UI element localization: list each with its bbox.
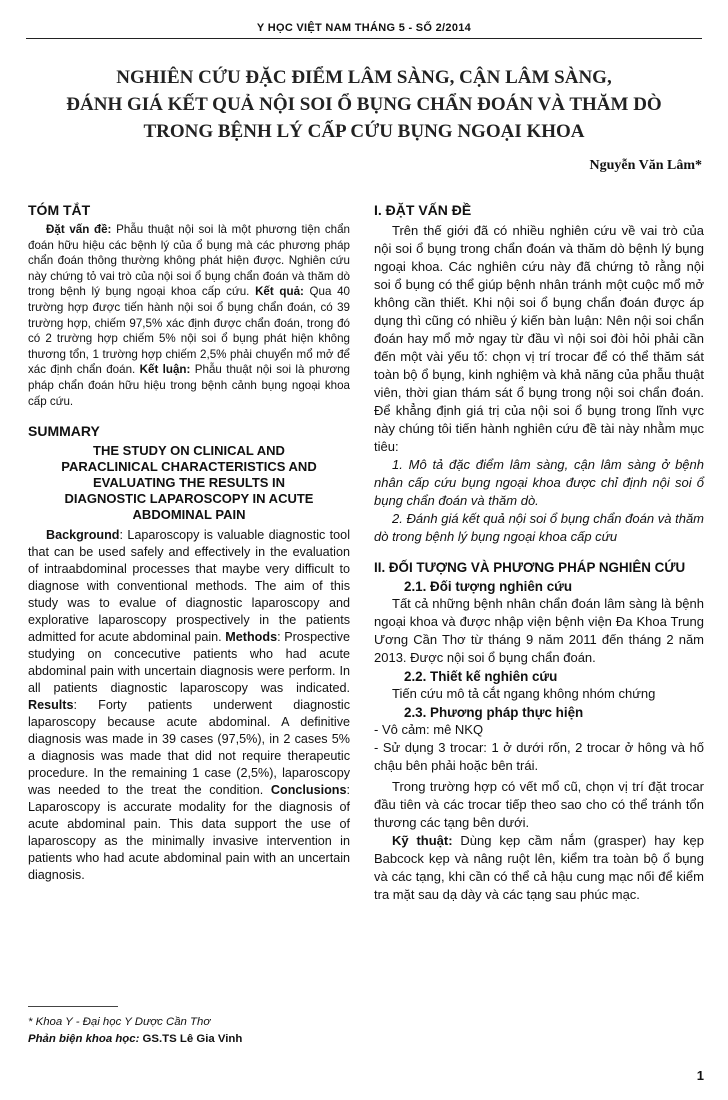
summary-title-line: DIAGNOSTIC LAPAROSCOPY IN ACUTE [64, 491, 314, 507]
summary-title [28, 443, 350, 523]
abstract-sentence: Qua 40 trường hợp được tiến hành nội soi ổ bụng chẩn đoán, có 39 trường hợp, chiếm 97,5% xác định được chẩn đoán, trong đó có 2 trường hợp chiếm 5% nội soi ổ bụng phát hiện không thương tổn, 1 trường hợp chiếm 2,5% phải chuyển mổ mở để xác định chẩn đoán. [28, 285, 350, 377]
summary-sentence: : Prospective studying on concecutive patients who had acute abdominal pain with uncertain diagnosis were perform. In all patients diagnostic laparoscopy was indicated. [28, 630, 350, 696]
summary-title-line: THE STUDY ON CLINICAL AND [93, 443, 285, 459]
footnote-rule [28, 1006, 118, 1007]
summary-heading: SUMMARY [28, 423, 100, 440]
summary-label: Results [28, 698, 74, 713]
summary-label: Methods [225, 630, 278, 645]
abstract-heading: TÓM TẮT [28, 202, 91, 218]
reviewer-line [28, 1031, 350, 1048]
technique-paragraph [374, 832, 704, 904]
abstract-vi-text [28, 222, 350, 409]
subsection-2-1: 2.1. Đối tượng nghiên cứu [404, 579, 573, 594]
objective-1: 1. Mô tả đặc điểm lâm sàng, cận lâm sàng ở bệnh nhân cấp cứu bụng ngoại khoa được chỉ định nội soi ổ bụng chẩn đoán và thăm dò. [374, 457, 704, 508]
technique-label: Kỹ thuật: [392, 833, 453, 848]
title-line: ĐÁNH GIÁ KẾT QUẢ NỘI SOI Ổ BỤNG CHẨN ĐOÁN VÀ THĂM DÒ [66, 94, 662, 115]
journal-header: Y HỌC VIỆT NAM THÁNG 5 - SỐ 2/2014 [256, 22, 472, 34]
objective-2: 2. Đánh giá kết quả nội soi ổ bụng chẩn đoán và thăm dò trong bệnh lý bụng ngoại khoa cấp cứu [374, 511, 704, 544]
reviewer-label: Phản biện khoa học: [28, 1033, 140, 1045]
summary-sentence: : Forty patients underwent diagnostic laparoscopy because acute abdominal. A definitive diagnosis was made in 39 cases (97,5%), in 2 cases 5% a diagnosis was made that did not require therapeutic procedure. In the remaining 1 case (2,5%), laparoscopy was needed to the treat the condition. [28, 698, 350, 798]
summary-sentence: : Laparoscopy is accurate modality for the diagnosis of acute abdominal pain. This data support the use of laparoscopy as the minimally invasive intervention in patients who had acute abdominal pain with an uncertain diagnosis. [28, 783, 350, 883]
page-number: 1 [696, 1068, 704, 1083]
header-rule [26, 38, 702, 39]
paragraph-2-2: Tiến cứu mô tả cắt ngang không nhóm chứng [392, 686, 656, 701]
summary-label: Background [46, 528, 120, 543]
subsection-2-3: 2.3. Phương pháp thực hiện [404, 705, 584, 720]
abstract-label: Kết luận: [139, 363, 191, 377]
article-title [40, 64, 688, 145]
summary-title-line: PARACLINICAL CHARACTERISTICS AND [61, 459, 317, 475]
summary-text [28, 527, 350, 884]
affiliation: * Khoa Y - Đại học Y Dược Cần Thơ [28, 1016, 211, 1028]
abstract-sentence: Phẫu thuật nội soi là một phương tiện chẩn đoán hữu hiệu các bệnh lý của ổ bụng mà các phương pháp chẩn đoán thông thường không phát hiện được. Nghiên cứu này chứng tỏ vai trò của nội soi ổ bụng chẩn đoán và thăm dò trong bệnh lý bụng ngoại khoa cấp cứu. [28, 223, 350, 299]
subsection-2-2: 2.2. Thiết kế nghiên cứu [404, 669, 558, 684]
summary-title-line: EVALUATING THE RESULTS IN [92, 475, 286, 491]
summary-title-line: ABDOMINAL PAIN [132, 507, 246, 523]
left-column [28, 196, 350, 884]
right-column [374, 196, 704, 904]
abstract-sentence: Phẫu thuật nội soi là phương pháp chẩn đoán hữu hiệu trong bệnh cảnh bụng ngoại khoa cấp cứu. [28, 363, 350, 408]
section2-heading: II. ĐỐI TƯỢNG VÀ PHƯƠNG PHÁP NGHIÊN CỨU [374, 560, 686, 575]
summary-label: Conclusions [270, 783, 347, 798]
bullet-anesthesia: - Vô cảm: mê NKQ [374, 722, 484, 737]
section1-heading: I. ĐẶT VẤN ĐỀ [374, 202, 472, 218]
reviewer-name: GS.TS Lê Gia Vinh [139, 1033, 243, 1045]
footnote [28, 1014, 350, 1048]
bullet-trocar: - Sử dụng 3 trocar: 1 ở dưới rốn, 2 trocar ở hông và hố chậu bên phải hoặc bên trái. [374, 740, 704, 773]
technique-text: Dùng kẹp cầm nắm (grasper) hay kẹp Babcock kẹp và nâng ruột lên, kiểm tra toàn bộ ổ bụng và các tạng, khi cần có thể cả hậu cung mạc nối để kiểm tra mặt sau dạ dày và các tạng sau phúc mạc. [374, 833, 704, 902]
paragraph-2-1: Tất cả những bệnh nhân chẩn đoán lâm sàng là bệnh ngoại khoa và được nhập viện bệnh viện Đa Khoa Trung Ương Cần Thơ từ tháng 9 năm 2011 đến tháng 2 năm 2013. Được nội soi ổ bụng chẩn đoán. [374, 596, 704, 665]
title-line: TRONG BỆNH LÝ CẤP CỨU BỤNG NGOẠI KHOA [143, 121, 585, 142]
abstract-label: Đặt vấn đề: [46, 223, 112, 236]
paragraph-2-3: Trong trường hợp có vết mổ cũ, chọn vị trí đặt trocar đầu tiên và các trocar tiếp theo sao cho có thể tránh tổn thương các tạng bên dưới. [374, 779, 704, 830]
abstract-label: Kết quả: [255, 285, 304, 299]
summary-sentence: : Laparoscopy is valuable diagnostic tool that can be used safely and effectively in the evaluation of intraabdominal processes that maybe very difficult to diagnose with conventional methods. The aim of this study was to evalue of diagnostic laparoscopy and explorative laparoscopy prospectively in the patients admitted for acute abdominal pain. [28, 528, 350, 645]
section1-paragraph: Trên thế giới đã có nhiều nghiên cứu về vai trò của nội soi ổ bụng trong chẩn đoán và thăm dò bệnh lý bụng ngoại khoa. Các nghiên cứu này đã chứng tỏ rằng nội soi ổ bụng có thể giúp bệnh nhân tránh một cuộc mổ mở không cần thiết. Khi nội soi ổ bụng chẩn đoán được áp dụng thì cũng có nhiều ý kiến bàn luận: Nên nội soi chẩn đoán hay mổ mở ngay từ đầu vì nội soi đòi hỏi phải cần đến một vài yếu tố: chọn vị trí trocar để có thể thăm sát toàn bộ ổ bụng, kinh nghiệm và khả năng của phẫu thuật viên, thời gian thám sát ổ bụng trong nội soi chẩn đoán. Để khẳng định giá trị của nội soi ổ bụng trong lĩnh vực này chúng tôi tiến hành nghiên cứu đề tài này nhằm mục tiêu: [374, 223, 704, 454]
author: Nguyễn Văn Lâm* [589, 158, 702, 173]
title-line: NGHIÊN CỨU ĐẶC ĐIỂM LÂM SÀNG, CẬN LÂM SÀNG, [116, 67, 612, 88]
